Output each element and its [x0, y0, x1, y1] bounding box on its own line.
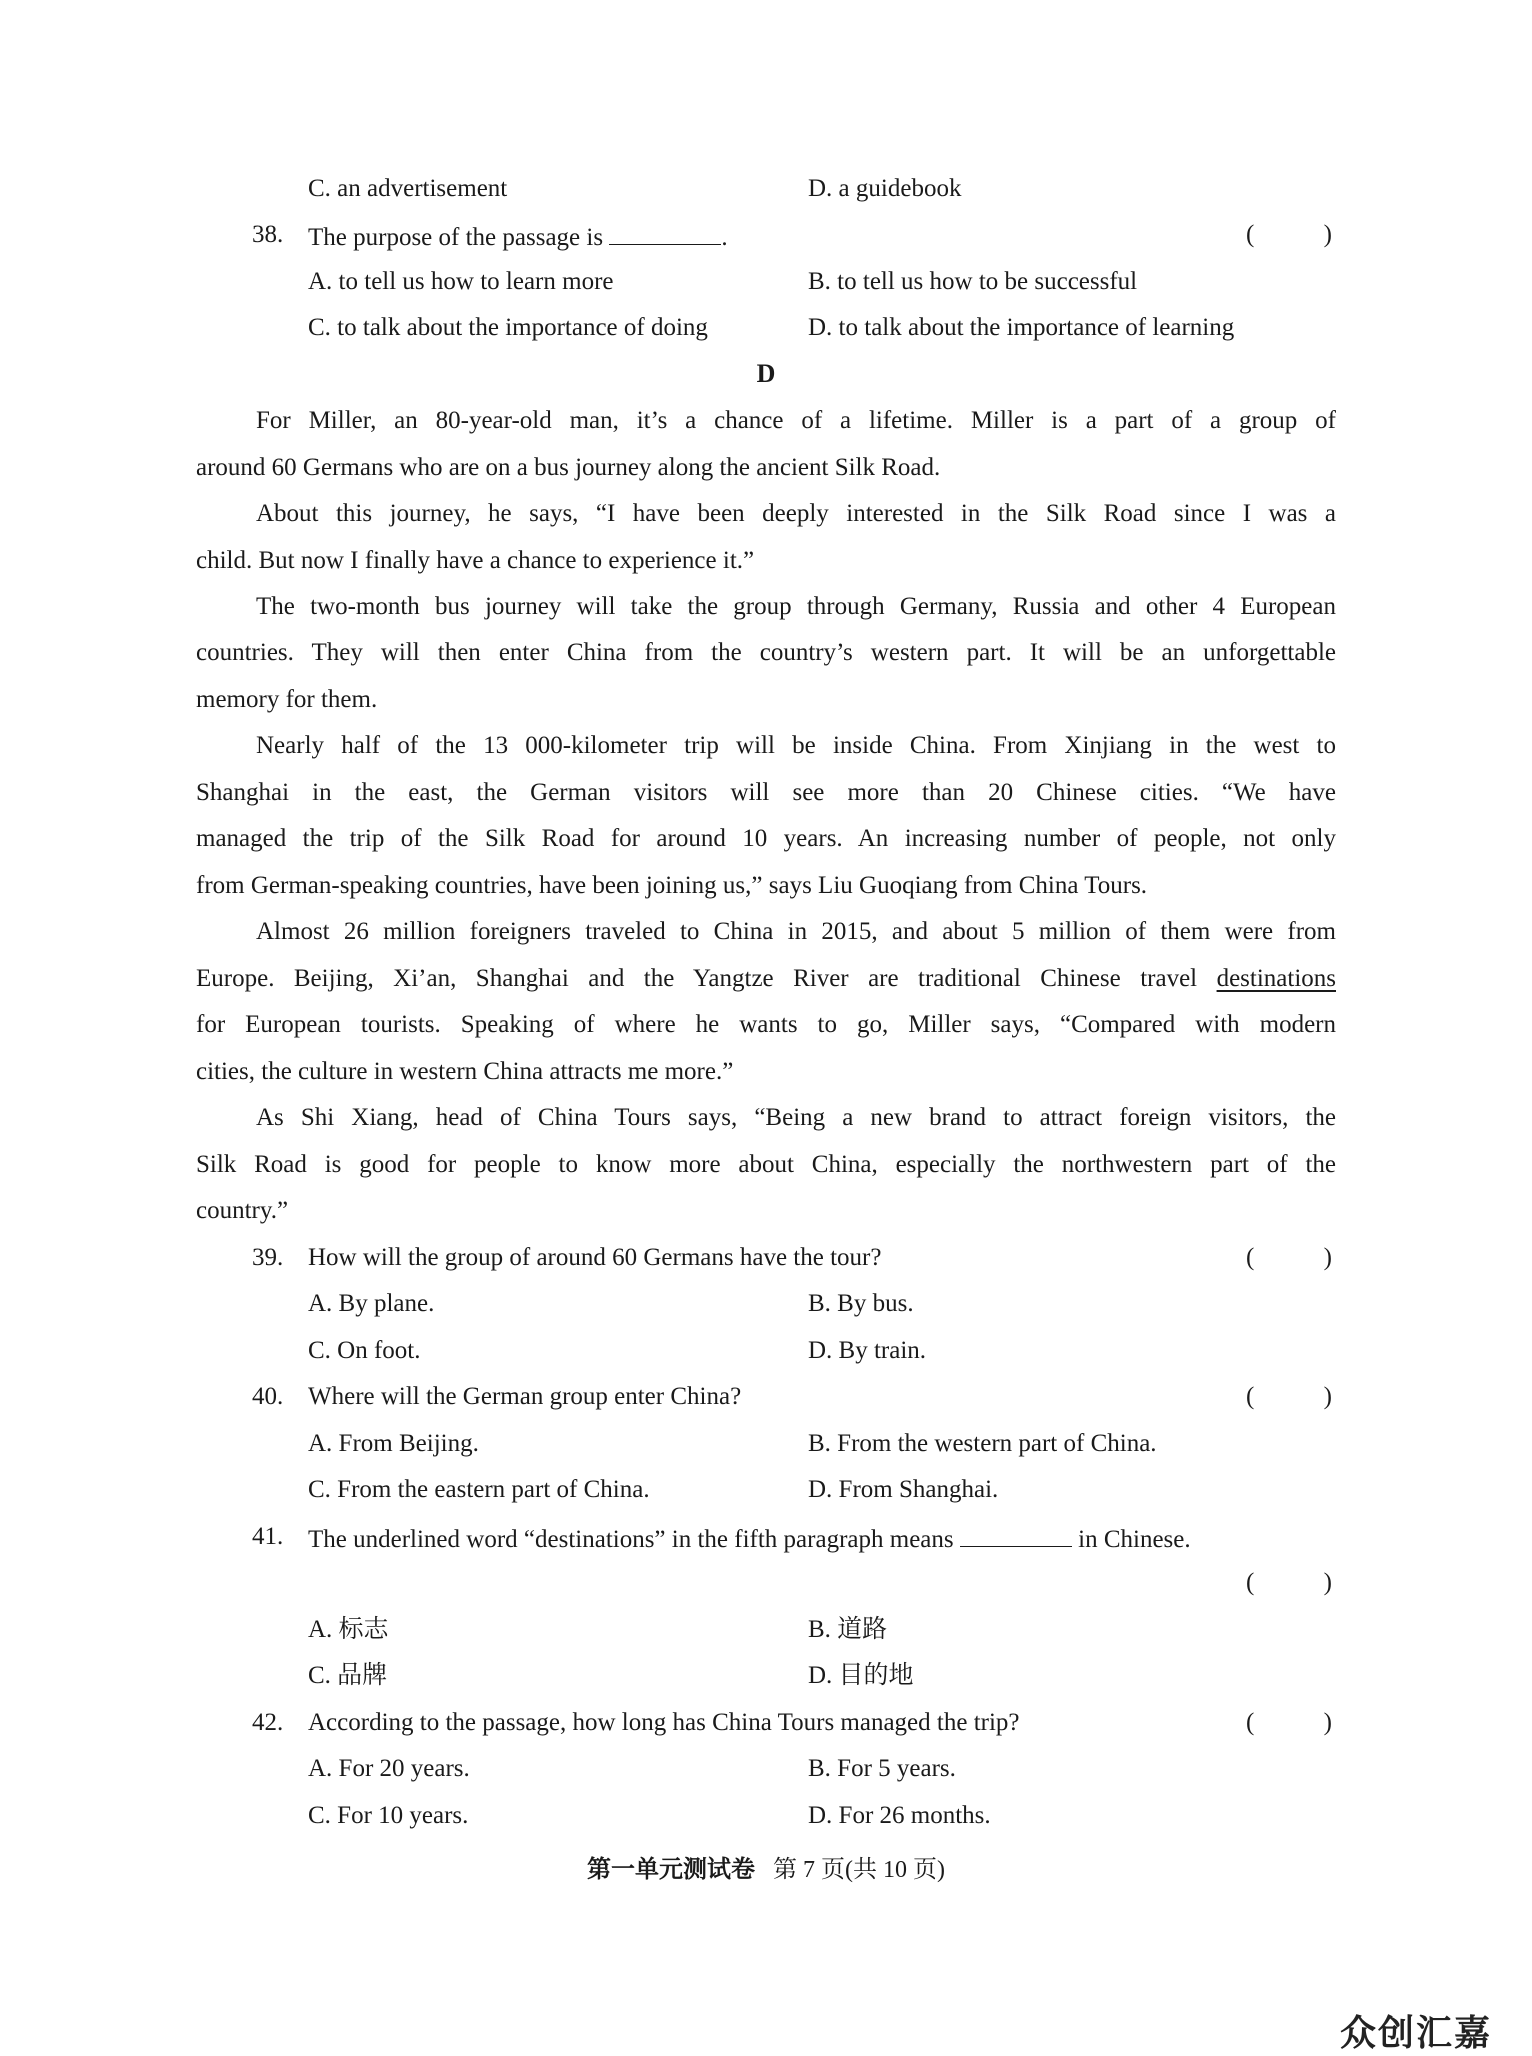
passage-line: For Miller, an 80-year-old man, it’s a chance of a lifetime. Miller is a part of a group of — [256, 407, 1336, 434]
q41-option-d: D. 目的地 — [808, 1662, 914, 1689]
section-title: D — [756, 359, 776, 388]
answer-parentheses — [1246, 222, 1332, 247]
page-number: 第 7 页(共 10 页) — [773, 1857, 945, 1883]
paren-open: ( — [1246, 1244, 1255, 1271]
passage-line: Nearly half of the 13 000-kilometer trip will be inside China. From Xinjiang in the west to — [256, 732, 1336, 759]
paren-close: ) — [1323, 1383, 1332, 1410]
q38-stem — [308, 222, 728, 250]
answer-parentheses — [1246, 1384, 1332, 1409]
passage-line: country.” — [196, 1197, 289, 1224]
passage-line: memory for them. — [196, 686, 378, 713]
passage-line: countries. They will then enter China from the country’s western part. It will be an unforgettable — [196, 639, 1336, 666]
q40-option-b: B. From the western part of China. — [808, 1430, 1157, 1457]
passage-line: child. But now I finally have a chance to experience it.” — [196, 547, 755, 574]
q38-stem-end: . — [721, 224, 728, 251]
q38-option-b: B. to tell us how to be successful — [808, 268, 1138, 295]
answer-blank — [609, 222, 721, 245]
q38-number: 38. — [252, 221, 284, 248]
q41-number: 41. — [252, 1523, 284, 1550]
q40-option-c: C. From the eastern part of China. — [308, 1476, 650, 1503]
passage-line: Shanghai in the east, the German visitors will see more than 20 Chinese cities. “We have — [196, 779, 1336, 806]
q41-option-b: B. 道路 — [808, 1616, 888, 1643]
q40-option-a: A. From Beijing. — [308, 1430, 479, 1457]
q39-option-c: C. On foot. — [308, 1337, 421, 1364]
q39-option-d: D. By train. — [808, 1337, 927, 1364]
paren-open: ( — [1246, 1383, 1255, 1410]
q38-option-c: C. to talk about the importance of doing — [308, 314, 708, 341]
q41-stem-text: The underlined word “destinations” in the fifth paragraph means — [308, 1526, 960, 1553]
passage-line: for European tourists. Speaking of where he wants to go, Miller says, “Compared with modern — [196, 1011, 1336, 1038]
q41-option-a: A. 标志 — [308, 1616, 389, 1643]
passage-line — [196, 966, 1336, 991]
q37-option-c: C. an advertisement — [308, 175, 508, 202]
passage-line: Silk Road is good for people to know more about China, especially the northwestern part of the — [196, 1151, 1336, 1178]
paren-open: ( — [1246, 221, 1255, 248]
q38-option-d: D. to talk about the importance of learning — [808, 314, 1235, 341]
paren-close: ) — [1323, 1244, 1332, 1271]
q42-option-d: D. For 26 months. — [808, 1802, 991, 1829]
paren-open: ( — [1246, 1569, 1255, 1596]
q39-stem: How will the group of around 60 Germans have the tour? — [308, 1244, 882, 1271]
underlined-word: destinations — [1216, 965, 1336, 992]
q41-stem — [308, 1524, 1191, 1552]
q40-option-d: D. From Shanghai. — [808, 1476, 999, 1503]
q39-option-b: B. By bus. — [808, 1290, 914, 1317]
passage-line: The two-month bus journey will take the group through Germany, Russia and other 4 European — [256, 593, 1336, 620]
page-footer — [0, 1858, 1532, 1882]
passage-line: cities, the culture in western China attracts me more.” — [196, 1058, 734, 1085]
paren-close: ) — [1323, 1569, 1332, 1596]
q42-option-a: A. For 20 years. — [308, 1755, 470, 1782]
answer-parentheses — [1246, 1570, 1332, 1595]
q39-number: 39. — [252, 1244, 284, 1271]
passage-line: from German-speaking countries, have been joining us,” says Liu Guoqiang from China Tours. — [196, 872, 1148, 899]
q40-stem: Where will the German group enter China? — [308, 1383, 742, 1410]
answer-parentheses — [1246, 1245, 1332, 1270]
passage-line: Almost 26 million foreigners traveled to China in 2015, and about 5 million of them were from — [256, 918, 1336, 945]
passage-line: As Shi Xiang, head of China Tours says, “Being a new brand to attract foreign visitors, the — [256, 1104, 1336, 1131]
paren-close: ) — [1323, 1709, 1332, 1736]
q41-option-c: C. 品牌 — [308, 1662, 388, 1689]
passage-line: managed the trip of the Silk Road for around 10 years. An increasing number of people, not only — [196, 825, 1336, 852]
q42-stem: According to the passage, how long has China Tours managed the trip? — [308, 1709, 1020, 1736]
q40-number: 40. — [252, 1383, 284, 1410]
q39-option-a: A. By plane. — [308, 1290, 435, 1317]
footer-title: 第一单元测试卷 — [587, 1857, 755, 1883]
q38-stem-text: The purpose of the passage is — [308, 224, 610, 251]
passage-line-text: Europe. Beijing, Xi’an, Shanghai and the Yangtze River are traditional Chinese travel — [196, 965, 1217, 992]
passage-line: About this journey, he says, “I have been deeply interested in the Silk Road since I was a — [256, 500, 1336, 527]
paren-open: ( — [1246, 1709, 1255, 1736]
paren-close: ) — [1323, 221, 1332, 248]
q42-option-c: C. For 10 years. — [308, 1802, 469, 1829]
q42-number: 42. — [252, 1709, 284, 1736]
watermark-logo: 众创汇嘉 — [1340, 2013, 1493, 2054]
q38-option-a: A. to tell us how to learn more — [308, 268, 614, 295]
answer-parentheses — [1246, 1710, 1332, 1735]
q42-option-b: B. For 5 years. — [808, 1755, 956, 1782]
q37-option-d: D. a guidebook — [808, 175, 962, 202]
passage-line: around 60 Germans who are on a bus journey along the ancient Silk Road. — [196, 454, 941, 481]
answer-blank — [960, 1524, 1072, 1547]
q41-stem-end: in Chinese. — [1071, 1526, 1191, 1553]
